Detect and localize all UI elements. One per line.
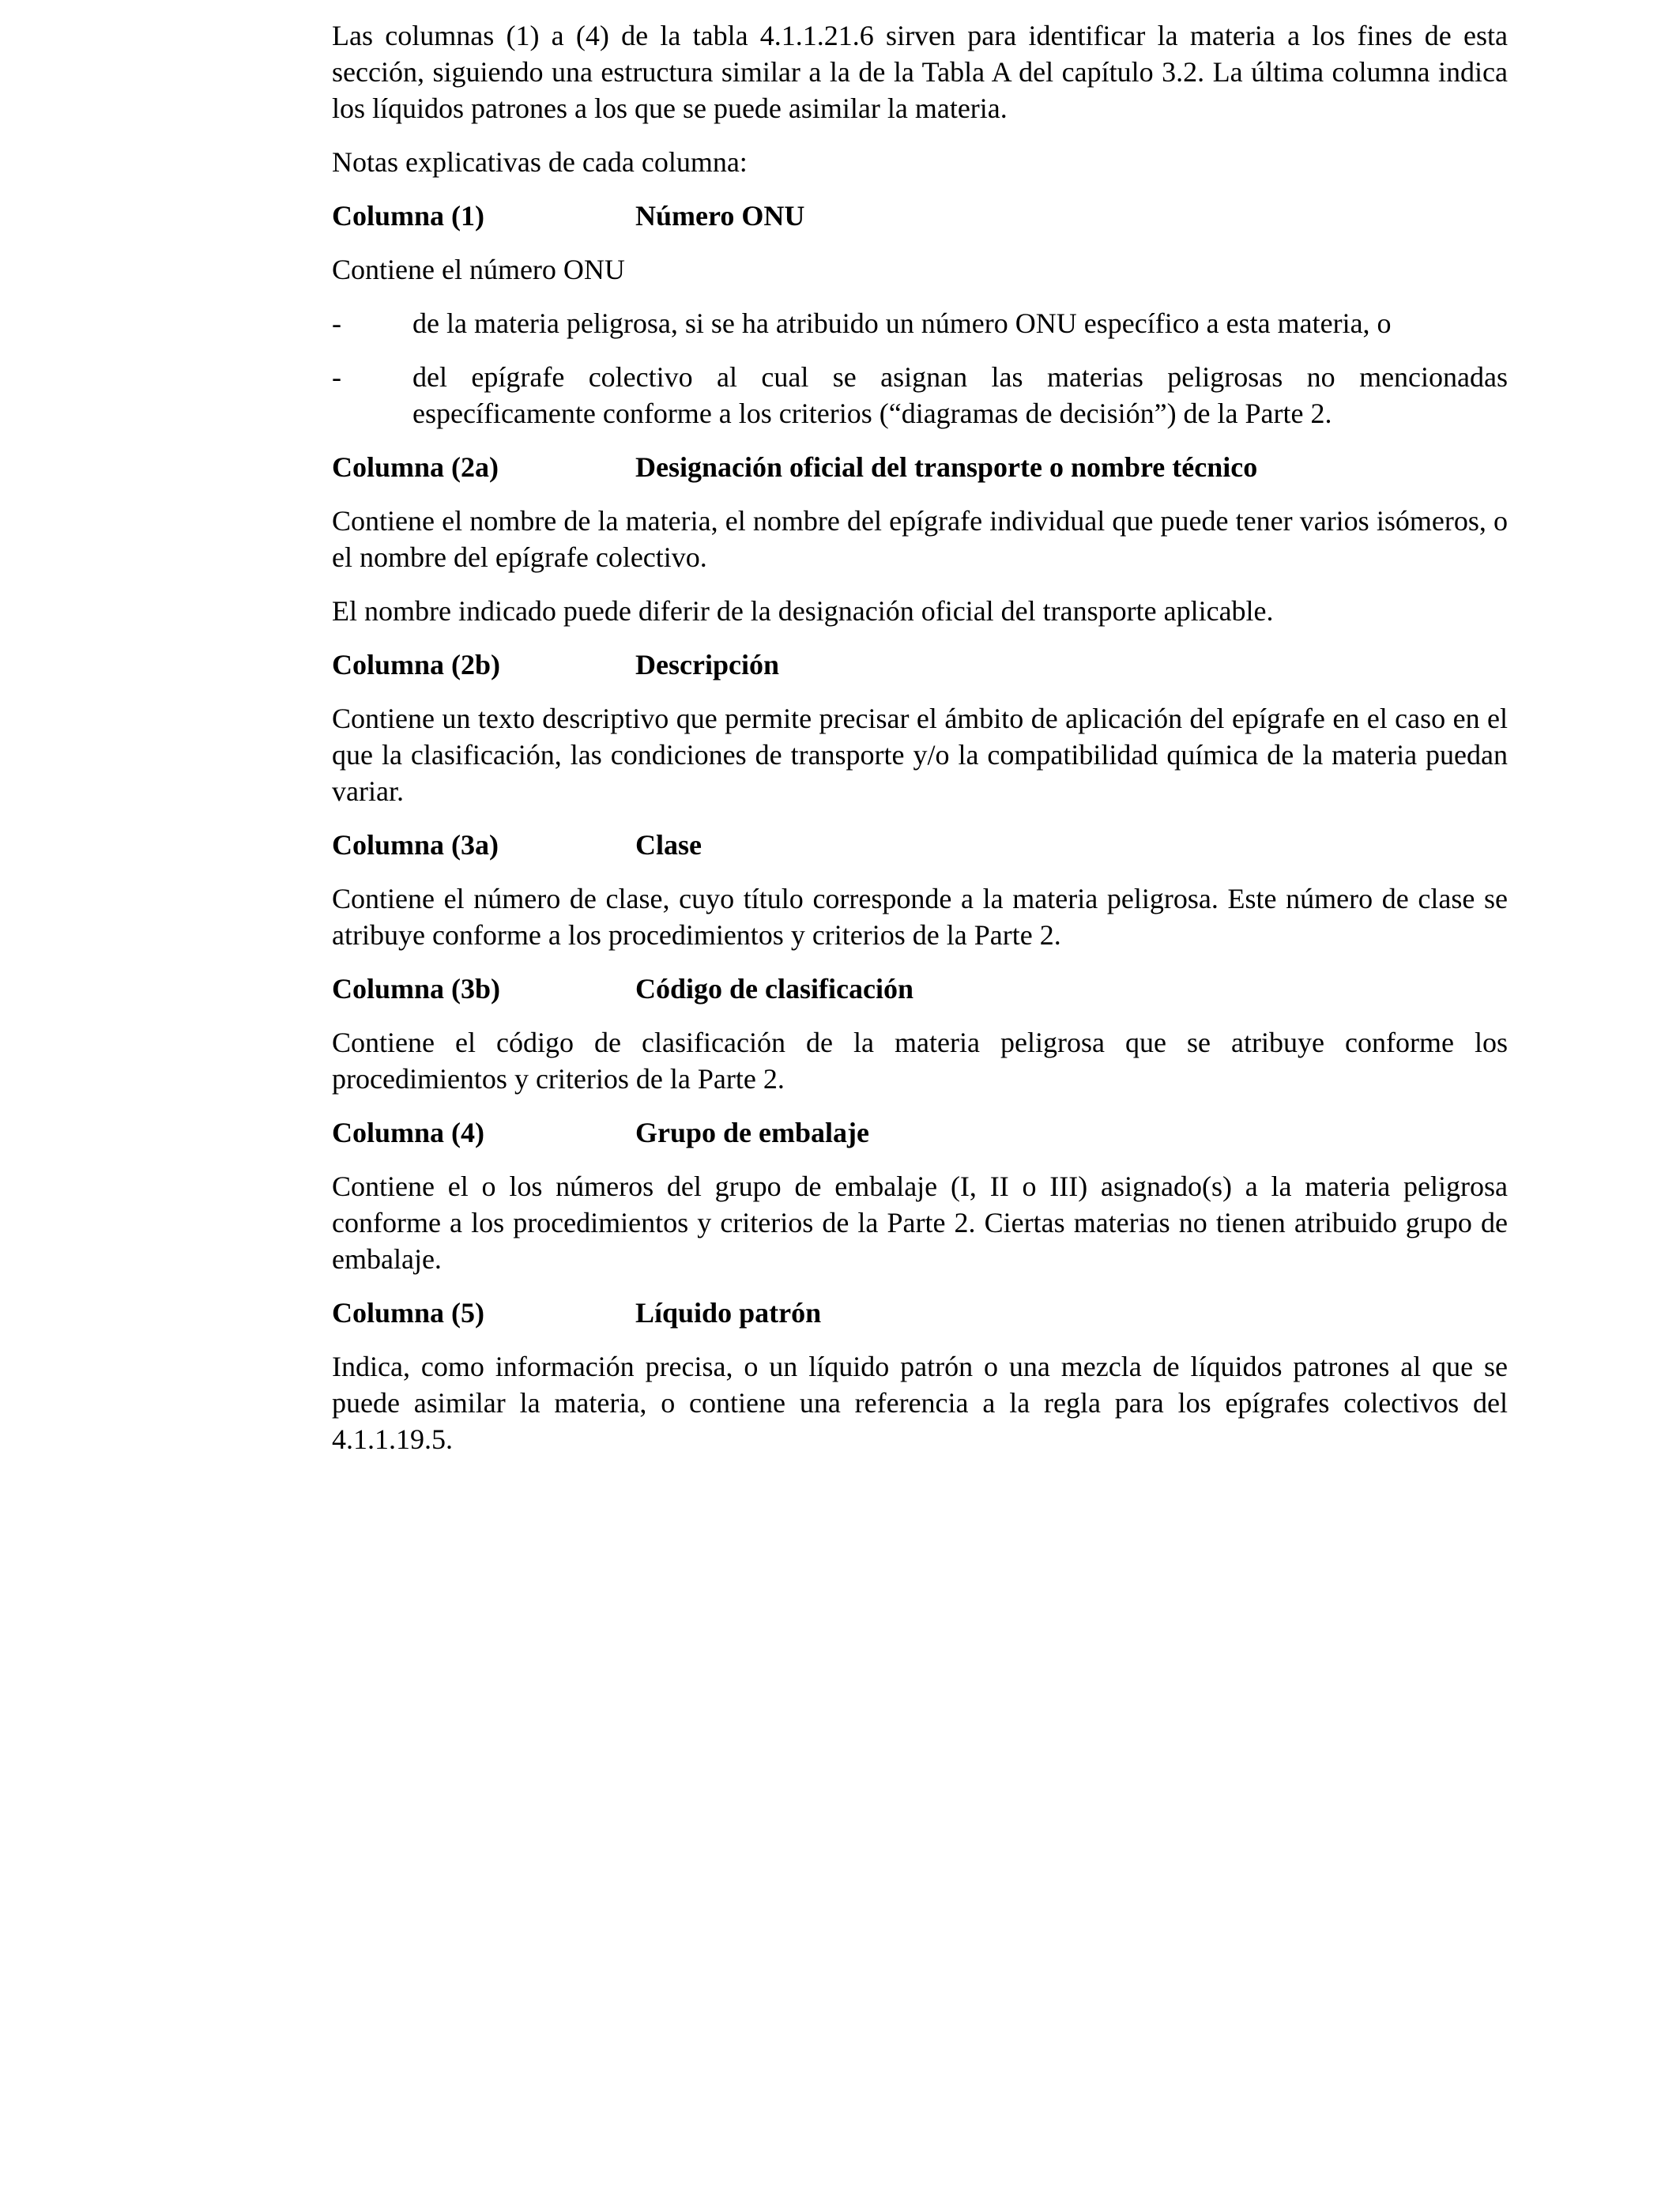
column-3a-text: Contiene el número de clase, cuyo título corresponde a la materia peligrosa. Este número de clase se atribuye conforme a los procedimientos y criterios de la Parte 2.: [332, 883, 1508, 951]
column-5-text: Indica, como información precisa, o un líquido patrón o una mezcla de líquidos patrones al que se puede asimilar la materia, o contiene una referencia a la regla para los epígrafes colectivos del 4.1.1.19.5.: [332, 1351, 1508, 1455]
column-3a-title: Clase: [635, 829, 702, 861]
column-3b-title: Código de clasificación: [635, 973, 913, 1005]
column-3a-label: Columna (3a): [332, 829, 499, 861]
bullet-dash: -: [332, 307, 341, 339]
column-5-title: Líquido patrón: [635, 1297, 822, 1329]
column-1-bullet: [332, 359, 1508, 432]
column-2b-text: Contiene un texto descriptivo que permite precisar el ámbito de aplicación del epígrafe en el caso en el que la clasificación, las condiciones de transporte y/o la compatibilidad química de la materia puedan variar.: [332, 703, 1508, 807]
bullet-dash: -: [332, 361, 341, 393]
column-5-heading: [332, 1295, 1508, 1331]
column-1-heading: [332, 198, 1508, 234]
column-4-label: Columna (4): [332, 1117, 485, 1148]
column-2b-label: Columna (2b): [332, 649, 501, 680]
column-5-label: Columna (5): [332, 1297, 485, 1329]
bullet-text: de la materia peligrosa, si se ha atribuido un número ONU específico a esta materia, o: [412, 307, 1392, 339]
document-page: [332, 0, 1508, 1457]
column-3a-heading: [332, 827, 1508, 863]
column-1-label: Columna (1): [332, 200, 485, 232]
column-3b-text: Contiene el código de clasificación de la materia peligrosa que se atribuye conforme los procedimientos y criterios de la Parte 2.: [332, 1027, 1508, 1095]
column-4-heading: [332, 1114, 1508, 1151]
column-2a-label: Columna (2a): [332, 451, 499, 483]
column-4-text: Contiene el o los números del grupo de embalaje (I, II o III) asignado(s) a la materia peligrosa conforme a los procedimientos y criterios de la Parte 2. Ciertas materias no tienen atribuido grupo de embalaje.: [332, 1171, 1508, 1275]
bullet-text: del epígrafe colectivo al cual se asignan las materias peligrosas no mencionadas específicamente conforme a los criterios (“diagramas de decisión”) de la Parte 2.: [412, 361, 1508, 429]
column-2a-text: Contiene el nombre de la materia, el nombre del epígrafe individual que puede tener varios isómeros, o el nombre del epígrafe colectivo.: [332, 505, 1508, 573]
column-2a-title: Designación oficial del transporte o nombre técnico: [635, 451, 1258, 483]
column-1-bullet: [332, 305, 1508, 341]
column-3b-heading: [332, 971, 1508, 1007]
notes-heading: Notas explicativas de cada columna:: [332, 146, 748, 178]
column-3b-label: Columna (3b): [332, 973, 501, 1005]
column-4-title: Grupo de embalaje: [635, 1117, 869, 1148]
column-1-title: Número ONU: [635, 200, 805, 232]
column-2a-heading: [332, 449, 1508, 485]
column-2b-title: Descripción: [635, 649, 779, 680]
column-1-text: Contiene el número ONU: [332, 254, 625, 285]
column-2b-heading: [332, 647, 1508, 683]
column-2a-note: El nombre indicado puede diferir de la designación oficial del transporte aplicable.: [332, 595, 1274, 627]
intro-paragraph: Las columnas (1) a (4) de la tabla 4.1.1.21.6 sirven para identificar la materia a los fines de esta sección, siguiendo una estructura similar a la de la Tabla A del capítulo 3.2. La última columna indica los líquidos patrones a los que se puede asimilar la materia.: [332, 20, 1508, 124]
